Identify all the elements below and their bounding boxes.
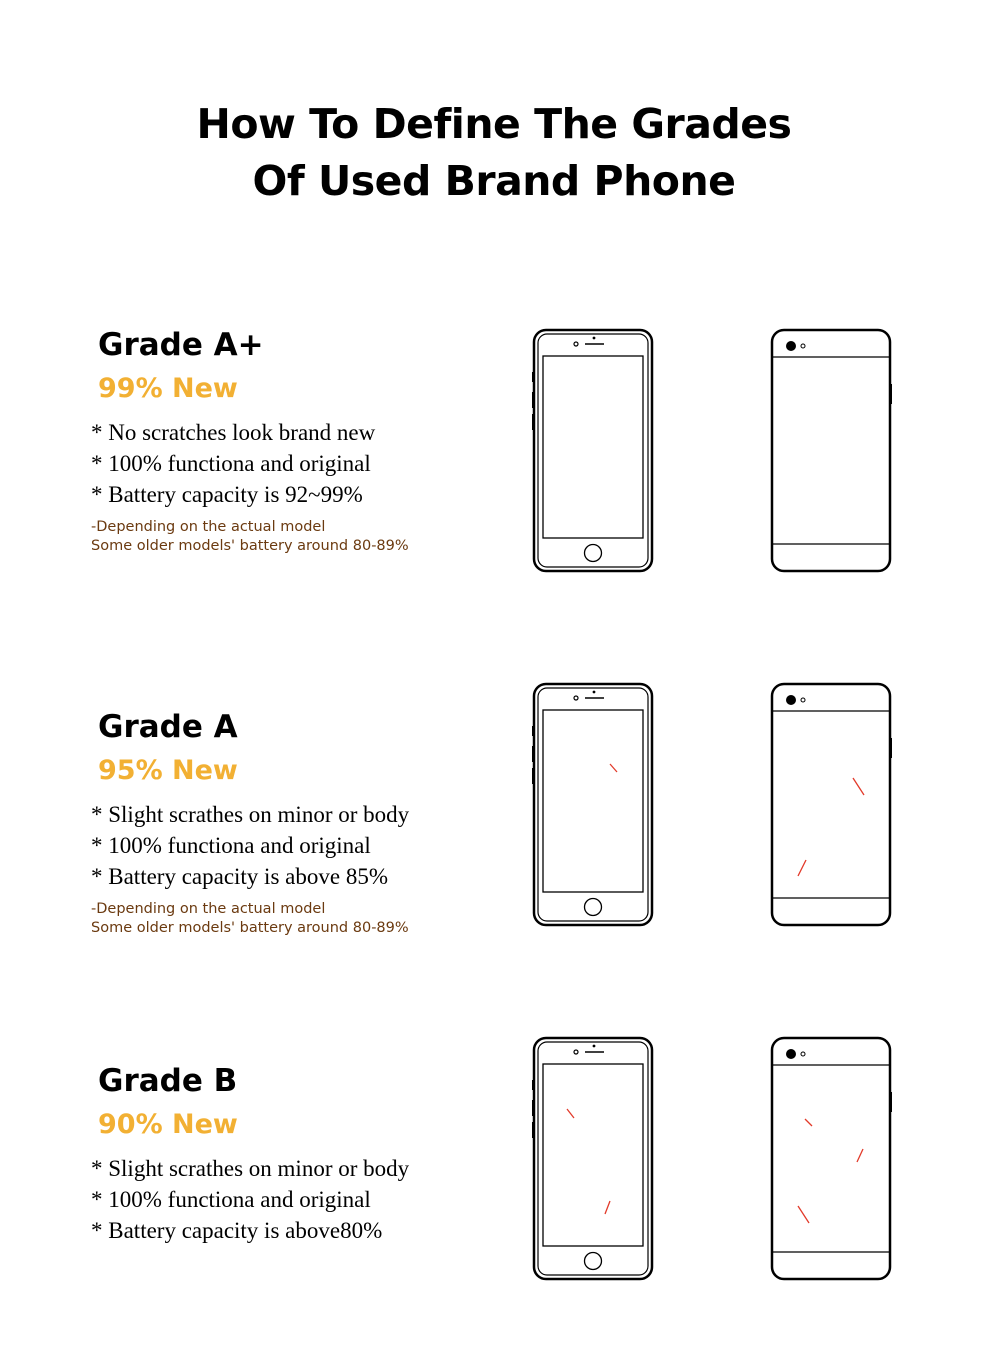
grade-a-plus-section xyxy=(91,327,498,556)
phone-back-icon xyxy=(770,1036,892,1282)
grade-b-section xyxy=(91,1063,498,1246)
grade-name: Grade A xyxy=(98,709,238,745)
feature-item: * 100% functiona and original xyxy=(91,451,371,476)
feature-item: * 100% functiona and original xyxy=(91,1187,371,1212)
note-line: Some older models' battery around 80-89% xyxy=(91,920,409,936)
feature-list xyxy=(91,1153,498,1246)
title-line-1: How To Define The Grades xyxy=(196,100,792,148)
grade-condition: 99% New xyxy=(98,373,238,404)
grade-condition: 90% New xyxy=(98,1109,238,1140)
page-title xyxy=(0,96,988,210)
title-line-2: Of Used Brand Phone xyxy=(252,157,736,205)
note-line: Some older models' battery around 80-89% xyxy=(91,538,409,554)
feature-item: * Battery capacity is above 85% xyxy=(91,864,388,889)
feature-list xyxy=(91,417,498,510)
feature-list xyxy=(91,799,498,892)
phone-front-icon xyxy=(532,682,654,928)
phone-back-icon xyxy=(770,682,892,928)
phone-front-icon xyxy=(532,328,654,574)
feature-item: * Slight scrathes on minor or body xyxy=(91,802,410,827)
grade-condition: 95% New xyxy=(98,755,238,786)
grade-name: Grade B xyxy=(98,1063,238,1099)
feature-item: * Battery capacity is 92~99% xyxy=(91,482,363,507)
battery-note xyxy=(91,900,498,938)
grade-name: Grade A+ xyxy=(98,327,264,363)
feature-item: * 100% functiona and original xyxy=(91,833,371,858)
feature-item: * Slight scrathes on minor or body xyxy=(91,1156,410,1181)
battery-note xyxy=(91,518,498,556)
feature-item: * No scratches look brand new xyxy=(91,420,376,445)
phone-back-icon xyxy=(770,328,892,574)
note-line: -Depending on the actual model xyxy=(91,519,326,535)
note-line: -Depending on the actual model xyxy=(91,901,326,917)
feature-item: * Battery capacity is above80% xyxy=(91,1218,383,1243)
phone-front-icon xyxy=(532,1036,654,1282)
grade-a-section xyxy=(91,709,498,938)
